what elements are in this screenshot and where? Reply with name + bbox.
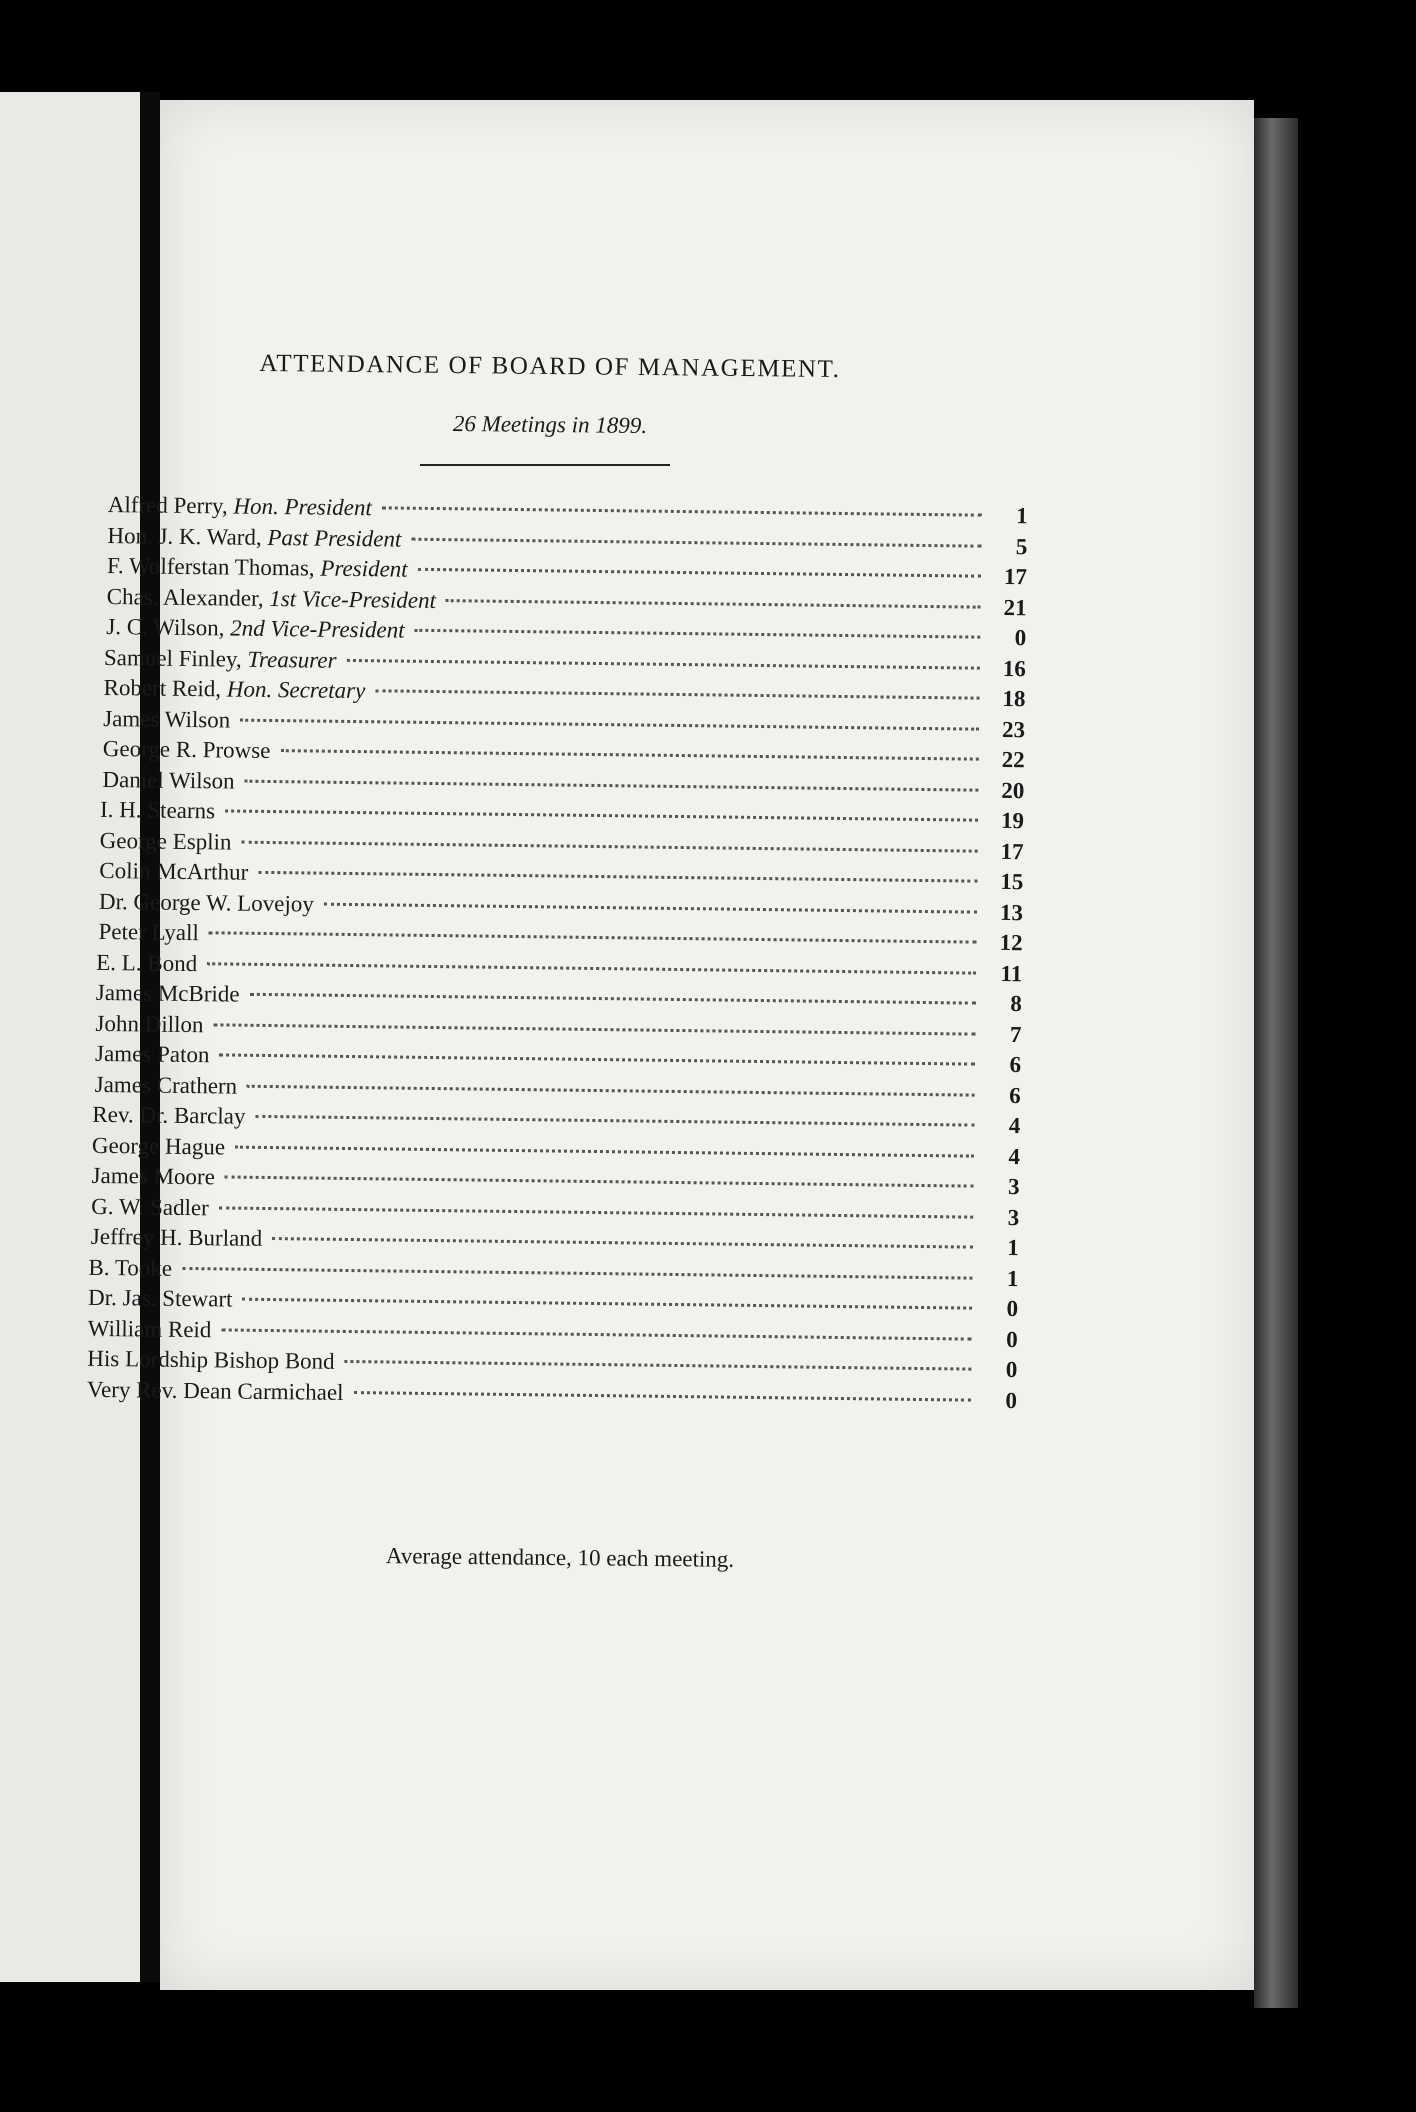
leader-dots	[382, 506, 982, 516]
attendance-list	[86, 490, 1028, 1416]
attendance-count: 19	[1000, 807, 1025, 834]
leader-dots	[221, 1328, 971, 1340]
member-name: Colin McArthur	[99, 857, 249, 885]
attendance-count: 0	[1005, 1387, 1018, 1413]
member-name: Hon. J. K. Ward,	[107, 522, 262, 550]
attendance-count: 1	[1007, 1235, 1019, 1261]
member-name: James Moore	[91, 1162, 216, 1190]
member-role: Treasurer	[247, 646, 337, 673]
page-edge	[1254, 118, 1298, 2008]
leader-dots	[324, 902, 977, 913]
member-name: Dr. George W. Lovejoy	[98, 888, 314, 917]
attendance-count: 1	[1016, 503, 1028, 529]
member-name: E. L. Bond	[96, 949, 198, 976]
leader-dots	[345, 1360, 972, 1371]
member-name: James McBride	[95, 979, 240, 1007]
attendance-count: 17	[1003, 563, 1028, 590]
leader-dots	[225, 809, 978, 821]
leader-dots	[182, 1266, 972, 1279]
attendance-count: 20	[1001, 777, 1025, 803]
leader-dots	[245, 779, 979, 791]
leader-dots	[415, 629, 981, 639]
leader-dots	[272, 1237, 973, 1249]
attendance-count: 18	[1002, 685, 1026, 712]
leader-dots	[209, 931, 977, 943]
member-name: John Dillon	[95, 1010, 204, 1037]
attendance-count: 15	[1000, 868, 1024, 895]
attendance-count: 4	[1008, 1143, 1021, 1169]
attendance-count: 8	[1010, 991, 1022, 1017]
attendance-count: 0	[1014, 625, 1027, 651]
member-role: Past President	[267, 524, 402, 552]
attendance-count: 0	[1006, 1296, 1019, 1322]
leader-dots	[247, 1084, 975, 1096]
leader-dots	[240, 718, 979, 730]
member-name: James Wilson	[103, 705, 231, 733]
average-attendance-note: Average attendance, 10 each meeting.	[385, 1543, 735, 1572]
member-name: George R. Prowse	[102, 735, 271, 764]
attendance-count: 3	[1007, 1174, 1020, 1200]
attendance-count: 21	[1003, 594, 1027, 620]
leader-dots	[411, 537, 981, 547]
attendance-count: 11	[1000, 960, 1023, 986]
member-name: William Reid	[87, 1315, 212, 1342]
member-name: Samuel Finley,	[103, 644, 242, 672]
attendance-count: 12	[999, 929, 1023, 956]
member-name: Dr. Jas. Stewart	[87, 1284, 233, 1312]
leader-dots	[235, 1145, 974, 1157]
member-name: Alfred Perry,	[107, 491, 228, 519]
leader-dots	[242, 840, 978, 852]
leader-dots	[225, 1175, 974, 1187]
member-name: J. C. Wilson,	[106, 613, 225, 641]
member-name: Rev. Dr. Barclay	[92, 1101, 246, 1129]
leader-dots	[255, 1115, 974, 1127]
leader-dots	[219, 1206, 973, 1218]
leader-dots	[250, 993, 976, 1005]
member-name: Daniel Wilson	[102, 766, 235, 794]
leader-dots	[280, 749, 978, 761]
member-role: Hon. Secretary	[226, 676, 366, 704]
leader-dots	[353, 1391, 970, 1402]
page-title: ATTENDANCE OF BOARD OF MANAGEMENT.	[259, 349, 841, 384]
attendance-count: 22	[1001, 746, 1025, 773]
member-name: Very Rev. Dean Carmichael	[86, 1376, 344, 1405]
member-name: His Lordship Bishop Bond	[87, 1345, 335, 1374]
leader-dots	[207, 962, 976, 974]
attendance-count: 6	[1009, 1052, 1022, 1078]
member-role: President	[320, 555, 408, 582]
attendance-count: 6	[1009, 1082, 1021, 1108]
member-name: F. Wolferstan Thomas,	[106, 552, 315, 581]
leader-dots	[446, 599, 981, 609]
attendance-count: 1	[1006, 1265, 1019, 1291]
leader-dots	[347, 658, 980, 669]
member-name: James Crathern	[94, 1071, 238, 1099]
leader-dots	[258, 871, 977, 883]
page-subtitle: 26 Meetings in 1899.	[452, 410, 648, 439]
member-name: George Hague	[91, 1132, 226, 1159]
attendance-count: 0	[1006, 1326, 1018, 1352]
member-role: 2nd Vice-President	[230, 615, 405, 643]
attendance-count: 3	[1007, 1204, 1020, 1230]
leader-dots	[375, 689, 979, 699]
attendance-count: 7	[1009, 1021, 1022, 1047]
attendance-count: 5	[1015, 533, 1028, 559]
title-rule	[420, 464, 670, 466]
attendance-count: 13	[999, 899, 1024, 925]
member-role: 1st Vice-President	[269, 585, 437, 613]
member-name: Peter Lyall	[98, 918, 200, 946]
attendance-count: 0	[1005, 1357, 1018, 1383]
leader-dots	[213, 1023, 975, 1035]
attendance-count: 16	[1002, 655, 1027, 681]
member-role: Hon. President	[233, 493, 372, 521]
member-name: Chas. Alexander,	[106, 583, 264, 611]
member-name: Robert Reid,	[103, 674, 222, 702]
member-name: Jeffrey H. Burland	[90, 1223, 263, 1251]
leader-dots	[219, 1053, 975, 1065]
attendance-count: 4	[1008, 1113, 1021, 1139]
attendance-count: 17	[1000, 838, 1024, 864]
member-name: James Paton	[94, 1040, 210, 1068]
member-name: I. H. Stearns	[99, 796, 216, 824]
member-name: George Esplin	[99, 827, 232, 855]
leader-dots	[418, 568, 981, 578]
attendance-count: 23	[1001, 716, 1026, 742]
member-name: B. Tooke	[88, 1254, 173, 1281]
member-name: G. W. Sadler	[91, 1193, 209, 1220]
leader-dots	[242, 1298, 972, 1310]
